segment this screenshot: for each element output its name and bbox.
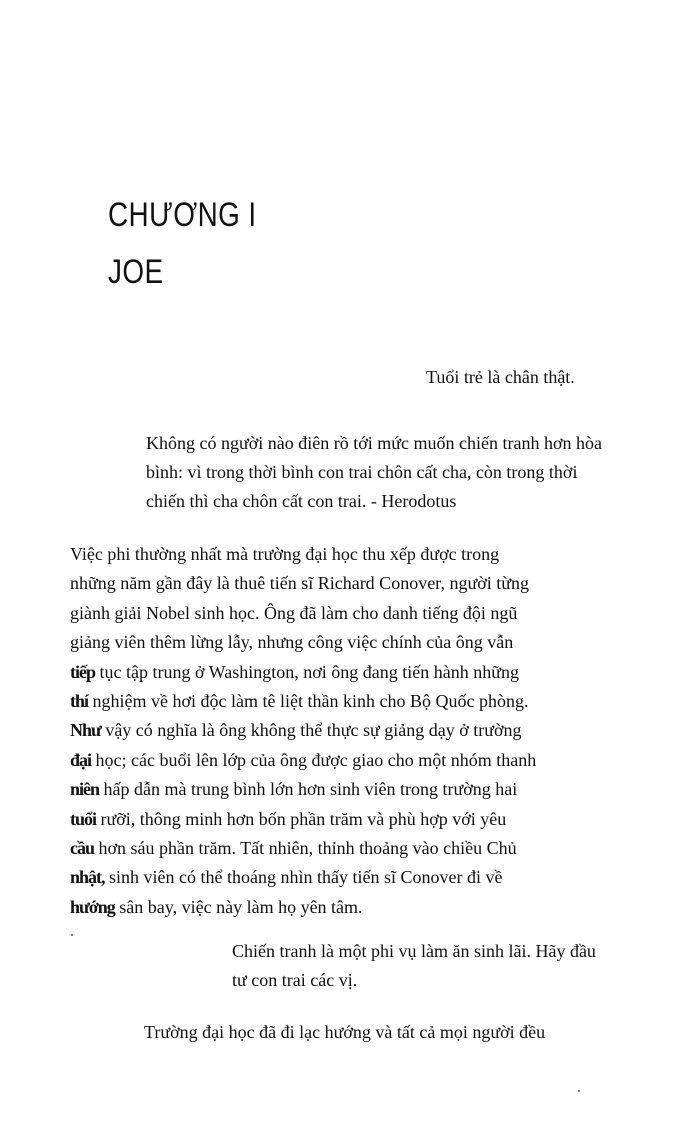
last-paragraph: Trường đại học đã đi lạc hướng và tất cả mọi người đều: [144, 1022, 546, 1042]
body-line: niên hấp dẫn mà trung bình lớn hơn sinh viên trong trường hai: [70, 779, 518, 800]
body-line: tuổi rưỡi, thông minh hơn bốn phần trăm và phù hợp với yêu: [70, 808, 507, 829]
body-line: đại học; các buổi lên lớp của ông được giao cho một nhóm thanh: [70, 749, 537, 770]
epigraph-short: Tuổi trẻ là chân thật.: [426, 367, 575, 387]
smudged-word: đại: [70, 749, 92, 770]
body-line: nhật, sinh viên có thể thoáng nhìn thấy tiến sĩ Conover đi về: [70, 867, 503, 888]
epigraph-quote: [146, 429, 666, 516]
epigraph-war: [232, 937, 652, 995]
body-line: Việc phi thường nhất mà trường đại học thu xếp được trong: [70, 544, 500, 564]
smudged-word: tuổi: [70, 808, 97, 829]
epigraph-war-line: tư con trai các vị.: [232, 970, 358, 990]
smudged-word: hướng: [70, 896, 115, 917]
body-paragraph: [70, 540, 640, 922]
body-line: những năm gần đây là thuê tiến sĩ Richard Conover, người từng: [70, 573, 529, 594]
body-line: Như vậy có nghĩa là ông không thể thực sự giảng dạy ở trường: [70, 720, 522, 741]
scan-speck: [578, 1090, 580, 1092]
body-line: cầu hơn sáu phần trăm. Tất nhiên, thỉnh thoảng vào chiều Chủ: [70, 837, 517, 858]
smudged-word: thí: [70, 690, 89, 711]
scan-speck: [71, 934, 73, 936]
body-line: giảng viên thêm lừng lẫy, nhưng công việc chính của ông vẫn: [70, 632, 514, 653]
body-line: giành giải Nobel sinh học. Ông đã làm cho danh tiếng đội ngũ: [70, 602, 518, 623]
chapter-title: JOE: [108, 253, 164, 291]
epigraph-quote-line: Không có người nào điên rồ tới mức muốn chiến tranh hơn hòa: [146, 433, 602, 453]
smudged-word: cầu: [70, 837, 94, 858]
body-line: tiếp tục tập trung ở Washington, nơi ông đang tiến hành những: [70, 661, 519, 682]
body-line: thí nghiệm về hơi độc làm tê liệt thần kinh cho Bộ Quốc phòng.: [70, 690, 529, 711]
epigraph-quote-line: chiến thì cha chôn cất con trai. - Herodotus: [146, 491, 457, 511]
smudged-word: nhật,: [70, 867, 105, 888]
epigraph-quote-line: bình: vì trong thời bình con trai chôn cất cha, còn trong thời: [146, 462, 578, 482]
epigraph-war-line: Chiến tranh là một phi vụ làm ăn sinh lãi. Hãy đầu: [232, 941, 596, 961]
smudged-word: niên: [70, 779, 100, 800]
smudged-word: tiếp: [70, 661, 95, 682]
smudged-word: Như: [70, 720, 101, 741]
body-line: hướng sân bay, việc này làm họ yên tâm.: [70, 896, 363, 917]
chapter-number: CHƯƠNG I: [108, 196, 257, 234]
